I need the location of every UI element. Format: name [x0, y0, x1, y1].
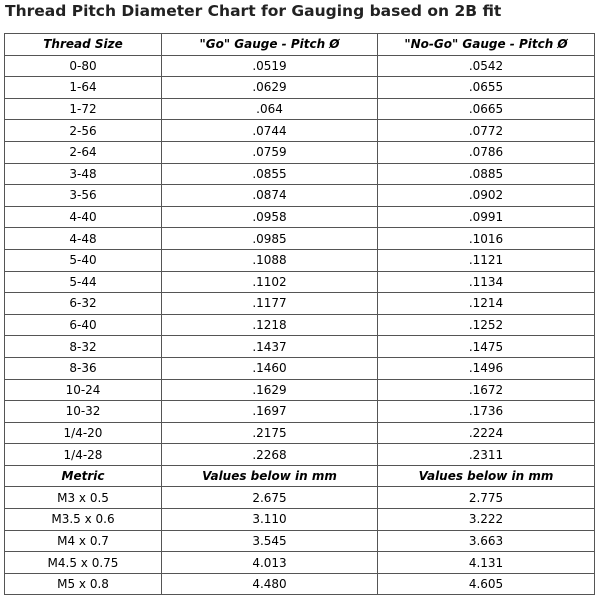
go-gauge-cell: .1088 — [162, 249, 378, 271]
table-row — [5, 379, 595, 401]
thread-size-cell: 3-48 — [5, 163, 162, 185]
table-row — [5, 401, 595, 423]
go-gauge-cell: 2.675 — [162, 487, 378, 509]
go-gauge-cell: .0629 — [162, 77, 378, 99]
no-go-gauge-cell: .0665 — [378, 98, 595, 120]
go-gauge-cell: .1437 — [162, 336, 378, 358]
metric-header: Metric — [5, 465, 162, 487]
table-row — [5, 271, 595, 293]
table-row — [5, 228, 595, 250]
table-row — [5, 357, 595, 379]
table-row — [5, 249, 595, 271]
no-go-gauge-cell: .2311 — [378, 444, 595, 466]
table-row — [5, 336, 595, 358]
go-gauge-cell: .1697 — [162, 401, 378, 423]
no-go-gauge-cell: .2224 — [378, 422, 595, 444]
go-gauge-cell: .0958 — [162, 206, 378, 228]
go-gauge-cell: .2175 — [162, 422, 378, 444]
thread-size-cell: M3 x 0.5 — [5, 487, 162, 509]
no-go-gauge-cell: .1496 — [378, 357, 595, 379]
thread-pitch-table — [4, 33, 595, 595]
table-row — [5, 206, 595, 228]
thread-size-cell: 6-32 — [5, 293, 162, 315]
no-go-gauge-cell: .0786 — [378, 141, 595, 163]
thread-size-cell: 2-64 — [5, 141, 162, 163]
page-title: Thread Pitch Diameter Chart for Gauging based on 2B fit — [5, 2, 502, 20]
no-go-gauge-cell: 3.663 — [378, 530, 595, 552]
table-row — [5, 444, 595, 466]
no-go-gauge-cell: .0902 — [378, 185, 595, 207]
thread-size-cell: 2-56 — [5, 120, 162, 142]
thread-size-cell: 8-32 — [5, 336, 162, 358]
thread-size-cell: M5 x 0.8 — [5, 573, 162, 595]
no-go-gauge-cell: 4.605 — [378, 573, 595, 595]
go-gauge-cell: .0874 — [162, 185, 378, 207]
table-header-row — [5, 34, 595, 56]
table-row — [5, 487, 595, 509]
table-row — [5, 98, 595, 120]
no-go-gauge-cell: .1016 — [378, 228, 595, 250]
no-go-gauge-cell: 3.222 — [378, 509, 595, 531]
thread-size-cell: 0-80 — [5, 55, 162, 77]
thread-size-cell: 6-40 — [5, 314, 162, 336]
thread-size-cell: 5-44 — [5, 271, 162, 293]
imperial-rows — [5, 55, 595, 465]
table-row — [5, 141, 595, 163]
go-gauge-cell: .1177 — [162, 293, 378, 315]
thread-size-cell: 4-40 — [5, 206, 162, 228]
thread-size-cell: 1/4-28 — [5, 444, 162, 466]
metric-subheader-row — [5, 465, 595, 487]
header-go-gauge: "Go" Gauge - Pitch Ø — [162, 34, 378, 56]
thread-size-cell: 5-40 — [5, 249, 162, 271]
table-row — [5, 314, 595, 336]
no-go-gauge-cell: 2.775 — [378, 487, 595, 509]
no-go-gauge-cell: .1121 — [378, 249, 595, 271]
no-go-gauge-cell: 4.131 — [378, 552, 595, 574]
go-gauge-cell: .1629 — [162, 379, 378, 401]
table-row — [5, 55, 595, 77]
thread-size-cell: 10-32 — [5, 401, 162, 423]
thread-size-cell: 3-56 — [5, 185, 162, 207]
table-row — [5, 530, 595, 552]
no-go-gauge-cell: .1214 — [378, 293, 595, 315]
thread-size-cell: M4 x 0.7 — [5, 530, 162, 552]
no-go-gauge-cell: .0772 — [378, 120, 595, 142]
no-go-gauge-cell: .1252 — [378, 314, 595, 336]
table-row — [5, 120, 595, 142]
go-gauge-cell: .0744 — [162, 120, 378, 142]
thread-size-cell: 1-72 — [5, 98, 162, 120]
go-gauge-cell: .0855 — [162, 163, 378, 185]
table-row — [5, 185, 595, 207]
header-thread-size: Thread Size — [5, 34, 162, 56]
no-go-gauge-cell: .1736 — [378, 401, 595, 423]
table-row — [5, 293, 595, 315]
no-go-gauge-cell: .1475 — [378, 336, 595, 358]
go-gauge-cell: 3.545 — [162, 530, 378, 552]
thread-size-cell: 1/4-20 — [5, 422, 162, 444]
no-go-gauge-cell: .0991 — [378, 206, 595, 228]
no-go-gauge-cell: .1672 — [378, 379, 595, 401]
go-gauge-cell: .064 — [162, 98, 378, 120]
go-gauge-cell: .0985 — [162, 228, 378, 250]
metric-go-units: Values below in mm — [162, 465, 378, 487]
go-gauge-cell: .1218 — [162, 314, 378, 336]
thread-size-cell: 10-24 — [5, 379, 162, 401]
thread-size-cell: 4-48 — [5, 228, 162, 250]
no-go-gauge-cell: .0885 — [378, 163, 595, 185]
no-go-gauge-cell: .0542 — [378, 55, 595, 77]
no-go-gauge-cell: .0655 — [378, 77, 595, 99]
thread-size-cell: M3.5 x 0.6 — [5, 509, 162, 531]
table-row — [5, 422, 595, 444]
go-gauge-cell: 4.013 — [162, 552, 378, 574]
go-gauge-cell: 3.110 — [162, 509, 378, 531]
go-gauge-cell: 4.480 — [162, 573, 378, 595]
table-row — [5, 552, 595, 574]
table-row — [5, 77, 595, 99]
thread-size-cell: M4.5 x 0.75 — [5, 552, 162, 574]
header-no-go-gauge: "No-Go" Gauge - Pitch Ø — [378, 34, 595, 56]
go-gauge-cell: .2268 — [162, 444, 378, 466]
table-row — [5, 163, 595, 185]
go-gauge-cell: .1460 — [162, 357, 378, 379]
no-go-gauge-cell: .1134 — [378, 271, 595, 293]
go-gauge-cell: .0519 — [162, 55, 378, 77]
metric-no-go-units: Values below in mm — [378, 465, 595, 487]
go-gauge-cell: .1102 — [162, 271, 378, 293]
go-gauge-cell: .0759 — [162, 141, 378, 163]
thread-size-cell: 8-36 — [5, 357, 162, 379]
metric-rows — [5, 465, 595, 595]
table-row — [5, 573, 595, 595]
thread-size-cell: 1-64 — [5, 77, 162, 99]
